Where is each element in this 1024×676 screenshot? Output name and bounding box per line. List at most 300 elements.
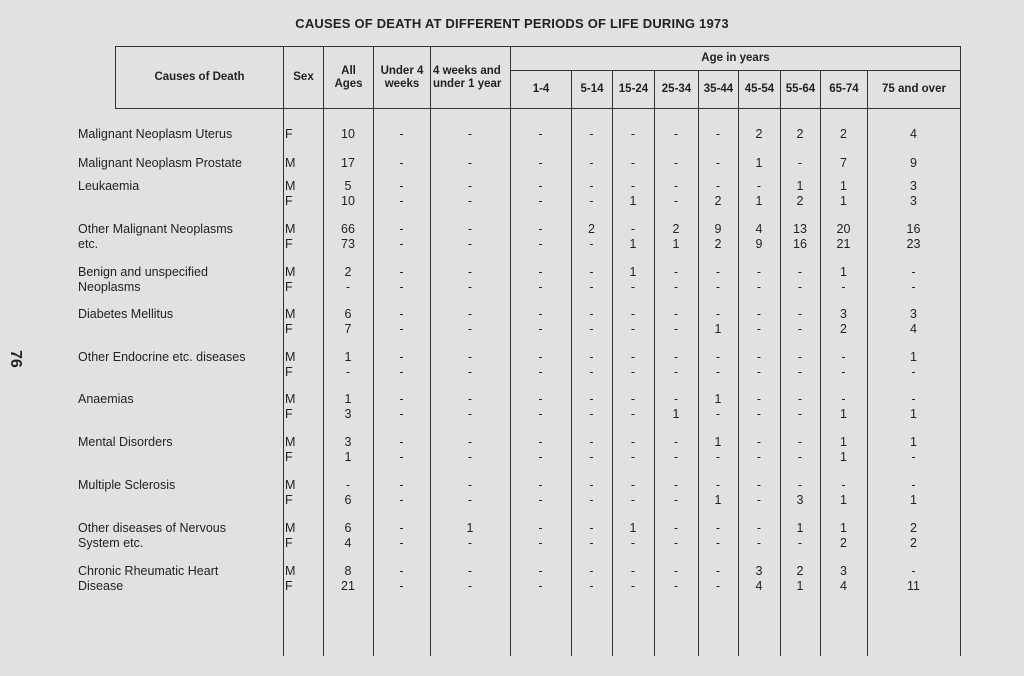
cause-text: Chronic Rheumatic Heart [78, 564, 219, 578]
value-cell: - [715, 365, 721, 379]
value-cell: - [715, 521, 721, 535]
value-cell: 2 [910, 521, 917, 535]
cause-text: Disease [78, 579, 124, 593]
value-cell: - [399, 350, 404, 364]
cause-text: etc. [78, 237, 99, 251]
sex-line [78, 579, 978, 594]
value-cell: - [797, 407, 803, 421]
value-cell: - [911, 478, 916, 492]
sex-cell: F [285, 322, 293, 336]
sex-cell: M [285, 392, 296, 406]
value-cell: 1 [714, 392, 722, 406]
value-cell: - [756, 265, 762, 279]
sex-cell: F [285, 127, 293, 141]
table-row [78, 478, 978, 522]
value-cell: - [673, 179, 679, 193]
value-cell: - [841, 392, 846, 406]
table-row [78, 179, 978, 223]
value-cell: - [797, 350, 803, 364]
sex-line [78, 194, 978, 209]
value-cell: 2 [588, 222, 595, 236]
value-cell: - [399, 493, 404, 507]
value-cell: - [715, 179, 721, 193]
value-cell: - [911, 392, 916, 406]
sex-line [78, 392, 978, 407]
value-cell: 6 [344, 307, 352, 321]
value-cell: - [589, 280, 594, 294]
value-cell: - [399, 365, 404, 379]
value-cell: - [797, 536, 803, 550]
value-cell: - [399, 280, 404, 294]
value-cell: 1 [344, 450, 352, 464]
value-cell: - [756, 536, 762, 550]
value-cell: - [399, 222, 404, 236]
header-age-group: 15-24 [613, 71, 655, 109]
value-cell: - [467, 407, 473, 421]
value-cell: - [797, 265, 803, 279]
value-cell: - [399, 194, 404, 208]
value-cell: - [538, 322, 543, 336]
value-cell: 3 [910, 179, 917, 193]
value-cell: - [589, 127, 594, 141]
value-cell: - [467, 127, 473, 141]
cause-text: Other diseases of Nervous [78, 521, 226, 535]
value-cell: 1 [466, 521, 474, 535]
value-cell: - [538, 564, 543, 578]
value-cell: - [399, 265, 404, 279]
value-cell: - [673, 536, 679, 550]
sex-cell: M [285, 156, 296, 170]
value-cell: - [630, 156, 636, 170]
value-cell: 5 [344, 179, 352, 193]
value-cell: 2 [714, 237, 722, 251]
value-cell: 4 [344, 536, 352, 550]
cause-text: Malignant Neoplasm Uterus [78, 127, 233, 141]
sex-cell: M [285, 478, 296, 492]
value-cell: 21 [341, 579, 355, 593]
value-cell: 1 [796, 179, 804, 193]
value-cell: - [538, 280, 543, 294]
sex-cell: F [285, 237, 293, 251]
header-age-in-years: Age in years [511, 47, 961, 71]
value-cell: 1 [796, 579, 804, 593]
value-cell: 4 [910, 322, 917, 336]
value-cell: - [630, 564, 636, 578]
header-age-group: 55-64 [781, 71, 821, 109]
sex-line [78, 322, 978, 337]
value-cell: 2 [796, 564, 804, 578]
value-cell: - [673, 450, 679, 464]
value-cell: 9 [714, 222, 722, 236]
value-cell: - [467, 280, 473, 294]
value-cell: 1 [910, 350, 917, 364]
value-cell: - [589, 493, 594, 507]
cause-text: Diabetes Mellitus [78, 307, 174, 321]
value-cell: 20 [836, 222, 851, 236]
value-cell: - [538, 222, 543, 236]
value-cell: 2 [796, 127, 804, 141]
value-cell: - [715, 536, 721, 550]
value-cell: - [467, 365, 473, 379]
value-cell: 2 [796, 194, 804, 208]
value-cell: - [538, 450, 543, 464]
value-cell: - [630, 435, 636, 449]
value-cell: - [399, 179, 404, 193]
header-age-group: 65-74 [821, 71, 868, 109]
value-cell: 1 [840, 194, 847, 208]
header-sex: Sex [284, 47, 324, 109]
value-cell: - [756, 450, 762, 464]
value-cell: 73 [341, 237, 355, 251]
value-cell: 1 [910, 493, 917, 507]
value-cell: - [797, 392, 803, 406]
value-cell: 3 [344, 435, 352, 449]
value-cell: - [797, 156, 803, 170]
header-age-group: 25-34 [655, 71, 699, 109]
value-cell: 1 [344, 350, 352, 364]
value-cell: - [399, 407, 404, 421]
value-cell: - [630, 450, 636, 464]
value-cell: - [911, 280, 916, 294]
table-row [78, 435, 978, 479]
value-cell: - [756, 478, 762, 492]
value-cell: 3 [910, 194, 917, 208]
value-cell: 7 [344, 322, 352, 336]
value-cell: - [589, 450, 594, 464]
value-cell: - [630, 493, 636, 507]
value-cell: - [673, 365, 679, 379]
sex-cell: M [285, 222, 296, 236]
header-4-weeks-under-1-year: 4 weeks and under 1 year [431, 47, 511, 109]
value-cell: 2 [672, 222, 680, 236]
sex-cell: F [285, 365, 293, 379]
table-row [78, 307, 978, 351]
value-cell: - [589, 156, 594, 170]
sex-cell: F [285, 493, 293, 507]
value-cell: - [673, 493, 679, 507]
value-cell: - [756, 179, 762, 193]
value-cell: - [715, 450, 721, 464]
value-cell: 1 [629, 521, 637, 535]
sex-cell: M [285, 265, 296, 279]
value-cell: - [538, 307, 543, 321]
value-cell: 3 [840, 307, 847, 321]
value-cell: - [630, 579, 636, 593]
value-cell: 1 [840, 450, 847, 464]
value-cell: - [841, 365, 846, 379]
value-cell: 2 [840, 322, 847, 336]
value-cell: 8 [344, 564, 352, 578]
sex-cell: F [285, 280, 293, 294]
value-cell: - [467, 307, 473, 321]
value-cell: - [399, 521, 404, 535]
header-all-ages: All Ages [324, 47, 374, 109]
value-cell: 4 [755, 222, 763, 236]
value-cell: 2 [714, 194, 722, 208]
value-cell: 2 [344, 265, 352, 279]
value-cell: 9 [910, 156, 917, 170]
value-cell: - [589, 407, 594, 421]
value-cell: - [630, 307, 636, 321]
value-cell: - [715, 579, 721, 593]
value-cell: - [467, 194, 473, 208]
sex-line [78, 493, 978, 508]
value-cell: 1 [755, 194, 763, 208]
value-cell: - [911, 450, 916, 464]
header-age-group: 1-4 [511, 71, 572, 109]
value-cell: 10 [341, 127, 355, 141]
value-cell: - [538, 350, 543, 364]
value-cell: - [673, 350, 679, 364]
value-cell: - [399, 564, 404, 578]
value-cell: - [673, 322, 679, 336]
value-cell: - [630, 322, 636, 336]
value-cell: - [911, 365, 916, 379]
sex-cell: F [285, 407, 293, 421]
value-cell: - [399, 536, 404, 550]
value-cell: - [715, 350, 721, 364]
cause-text: Multiple Sclerosis [78, 478, 176, 492]
sex-cell: F [285, 536, 293, 550]
value-cell: - [399, 322, 404, 336]
value-cell: - [715, 564, 721, 578]
value-cell: - [467, 392, 473, 406]
value-cell: - [673, 307, 679, 321]
table-row [78, 265, 978, 309]
value-cell: - [589, 435, 594, 449]
value-cell: 2 [840, 536, 847, 550]
value-cell: 3 [344, 407, 352, 421]
sex-line [78, 350, 978, 365]
value-cell: - [399, 156, 404, 170]
value-cell: 1 [344, 392, 352, 406]
value-cell: - [715, 265, 721, 279]
value-cell: - [756, 350, 762, 364]
value-cell: - [538, 156, 543, 170]
value-cell: 1 [672, 407, 680, 421]
table-row [78, 564, 978, 608]
value-cell: 1 [840, 265, 847, 279]
value-cell: - [797, 322, 803, 336]
value-cell: - [589, 536, 594, 550]
cause-text: System etc. [78, 536, 144, 550]
value-cell: - [345, 365, 351, 379]
value-cell: - [589, 237, 594, 251]
value-cell: 4 [910, 127, 917, 141]
value-cell: - [538, 265, 543, 279]
value-cell: - [538, 435, 543, 449]
value-cell: - [345, 280, 351, 294]
table-row [78, 350, 978, 394]
value-cell: - [399, 478, 404, 492]
sex-line [78, 222, 978, 237]
sex-line [78, 450, 978, 465]
value-cell: - [630, 179, 636, 193]
value-cell: 1 [629, 265, 637, 279]
sex-line [78, 179, 978, 194]
sex-cell: M [285, 564, 296, 578]
sex-cell: M [285, 179, 296, 193]
value-cell: 9 [755, 237, 763, 251]
value-cell: - [538, 521, 543, 535]
value-cell: 21 [836, 237, 851, 251]
value-cell: - [399, 450, 404, 464]
value-cell: 10 [341, 194, 355, 208]
value-cell: - [911, 265, 916, 279]
value-cell: - [756, 435, 762, 449]
value-cell: 1 [910, 435, 917, 449]
sex-cell: M [285, 435, 296, 449]
value-cell: 1 [840, 179, 847, 193]
value-cell: - [911, 564, 916, 578]
value-cell: - [797, 280, 803, 294]
value-cell: - [715, 307, 721, 321]
header-under-4-weeks: Under 4 weeks [374, 47, 431, 109]
value-cell: 1 [714, 493, 722, 507]
value-cell: - [467, 156, 473, 170]
cause-text: Neoplasms [78, 280, 141, 294]
value-cell: 4 [755, 579, 763, 593]
value-cell: 1 [840, 493, 847, 507]
value-cell: - [589, 478, 594, 492]
header-age-group: 45-54 [739, 71, 781, 109]
value-cell: 23 [906, 237, 921, 251]
value-cell: - [630, 407, 636, 421]
value-cell: - [756, 322, 762, 336]
value-cell: - [715, 156, 721, 170]
cause-text: Other Endocrine etc. diseases [78, 350, 246, 364]
value-cell: - [589, 521, 594, 535]
value-cell: 3 [840, 564, 847, 578]
value-cell: 3 [910, 307, 917, 321]
value-cell: - [841, 478, 846, 492]
value-cell: - [467, 350, 473, 364]
value-cell: - [589, 564, 594, 578]
value-cell: 1 [910, 407, 917, 421]
value-cell: - [797, 450, 803, 464]
value-cell: - [589, 194, 594, 208]
value-cell: - [538, 579, 543, 593]
value-cell: - [467, 322, 473, 336]
value-cell: - [673, 156, 679, 170]
value-cell: - [589, 322, 594, 336]
value-cell: - [630, 350, 636, 364]
table-row [78, 521, 978, 565]
value-cell: - [797, 435, 803, 449]
sex-line [78, 237, 978, 252]
value-cell: 7 [840, 156, 847, 170]
value-cell: - [797, 365, 803, 379]
value-cell: - [399, 579, 404, 593]
value-cell: 1 [629, 237, 637, 251]
value-cell: - [715, 280, 721, 294]
value-cell: - [797, 307, 803, 321]
header-age-group: 5-14 [572, 71, 613, 109]
value-cell: - [756, 521, 762, 535]
header-cause: Causes of Death [116, 47, 284, 109]
value-cell: 3 [796, 493, 804, 507]
table-row [78, 222, 978, 266]
value-cell: - [673, 478, 679, 492]
value-cell: - [538, 493, 543, 507]
value-cell: 6 [344, 521, 352, 535]
sex-cell: F [285, 450, 293, 464]
value-cell: - [715, 407, 721, 421]
value-cell: - [467, 222, 473, 236]
value-cell: 2 [910, 536, 917, 550]
value-cell: - [399, 435, 404, 449]
value-cell: 16 [793, 237, 807, 251]
value-cell: 13 [793, 222, 807, 236]
value-cell: - [538, 407, 543, 421]
value-cell: - [467, 493, 473, 507]
value-cell: - [715, 478, 721, 492]
cause-text: Other Malignant Neoplasms [78, 222, 233, 236]
value-cell: 16 [906, 222, 921, 236]
cause-text: Anaemias [78, 392, 134, 406]
sex-line [78, 564, 978, 579]
cause-text: Mental Disorders [78, 435, 173, 449]
value-cell: - [589, 392, 594, 406]
value-cell: - [756, 280, 762, 294]
value-cell: 1 [629, 194, 637, 208]
value-cell: - [630, 478, 636, 492]
value-cell: - [673, 280, 679, 294]
sex-line [78, 536, 978, 551]
value-cell: - [399, 392, 404, 406]
value-cell: - [673, 435, 679, 449]
value-cell: - [467, 265, 473, 279]
value-cell: - [715, 127, 721, 141]
value-cell: - [538, 478, 543, 492]
value-cell: 1 [714, 435, 722, 449]
cause-text: Leukaemia [78, 179, 140, 193]
value-cell: - [630, 392, 636, 406]
value-cell: - [538, 237, 543, 251]
value-cell: - [467, 478, 473, 492]
sex-cell: M [285, 350, 296, 364]
value-cell: - [399, 307, 404, 321]
value-cell: - [630, 365, 636, 379]
value-cell: 2 [755, 127, 763, 141]
value-cell: - [630, 280, 636, 294]
value-cell: - [673, 392, 679, 406]
value-cell: - [756, 307, 762, 321]
sex-line [78, 407, 978, 422]
value-cell: - [630, 222, 636, 236]
cause-text: Benign and unspecified [78, 265, 208, 279]
header-age-group: 75 and over [868, 71, 961, 109]
value-cell: - [630, 127, 636, 141]
value-cell: - [756, 407, 762, 421]
page-title: CAUSES OF DEATH AT DIFFERENT PERIODS OF LIFE DURING 1973 [295, 16, 729, 31]
value-cell: - [467, 237, 473, 251]
value-cell: 1 [755, 156, 763, 170]
sex-line [78, 127, 978, 142]
sex-line [78, 307, 978, 322]
value-cell: - [630, 536, 636, 550]
value-cell: - [673, 579, 679, 593]
value-cell: - [538, 194, 543, 208]
value-cell: - [589, 579, 594, 593]
value-cell: - [538, 536, 543, 550]
value-cell: - [467, 179, 473, 193]
value-cell: - [589, 307, 594, 321]
sex-line [78, 156, 978, 171]
value-cell: 1 [840, 435, 847, 449]
value-cell: - [467, 435, 473, 449]
value-cell: - [399, 127, 404, 141]
